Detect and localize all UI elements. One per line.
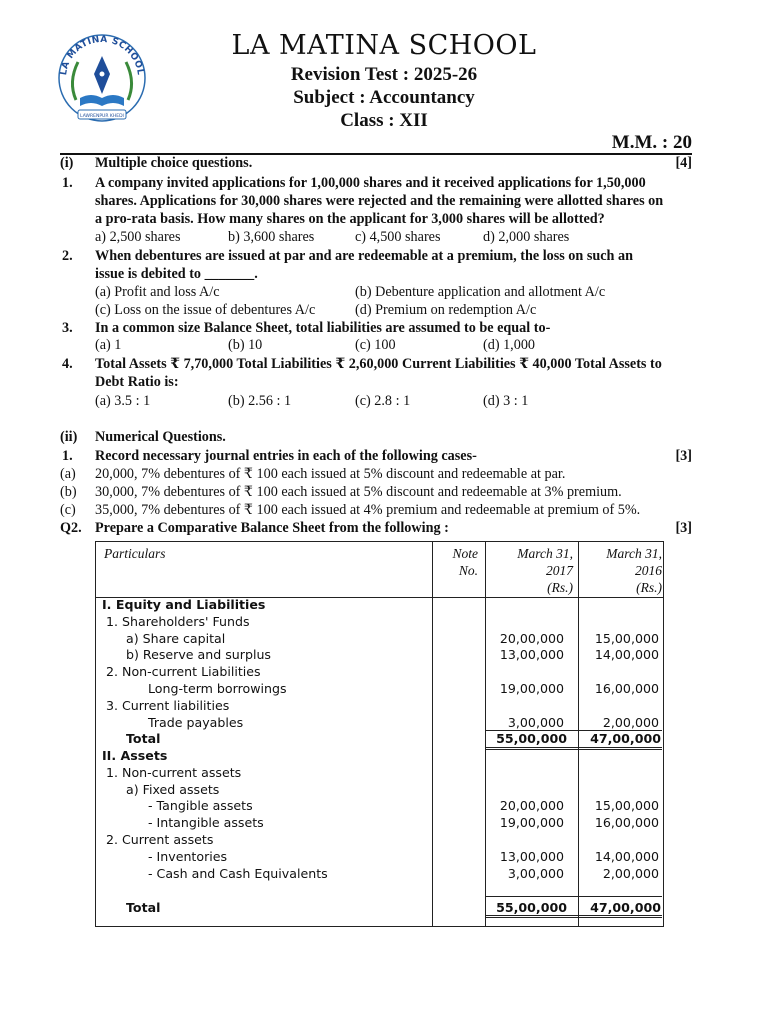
q4-option-b: (b) 2.56 : 1 — [228, 393, 292, 409]
row-current-assets: 2. Current assets — [106, 832, 214, 847]
test-title: Revision Test : 2025-26 — [290, 64, 478, 85]
numq2-marks: [3] — [675, 520, 692, 536]
q2-option-b: (b) Debenture application and allotment A/c — [355, 284, 606, 300]
share-capital-2016: 15,00,000 — [594, 631, 659, 646]
q3-option-d: (d) 1,000 — [483, 337, 536, 353]
q4-option-d: (d) 3 : 1 — [483, 393, 529, 409]
cash-equivalents-2017: 3,00,000 — [507, 866, 564, 881]
trade-payables-2017: 3,00,000 — [507, 715, 564, 730]
row-share-capital: a) Share capital — [126, 631, 226, 646]
section1-title: Multiple choice questions. — [95, 155, 253, 171]
class-title: Class : XII — [340, 110, 428, 131]
subject-title: Subject : Accountancy — [293, 87, 475, 108]
numq1-part-b-label: (b) — [60, 484, 77, 500]
q2-line1: When debentures are issued at par and are redeemable at a premium, the loss on such an — [95, 248, 633, 264]
row-inventories: - Inventories — [148, 849, 228, 864]
intangible-assets-2017: 19,00,000 — [499, 815, 564, 830]
q2-option-a: (a) Profit and loss A/c — [95, 284, 220, 300]
trade-payables-2016: 2,00,000 — [602, 715, 659, 730]
numq2-number: Q2. — [60, 520, 82, 536]
header-2016-line3: (Rs.) — [636, 580, 662, 595]
section2-title: Numerical Questions. — [95, 429, 226, 445]
row-total-assets: Total — [126, 900, 161, 915]
cash-equivalents-2016: 2,00,000 — [602, 866, 659, 881]
numq2-text: Prepare a Comparative Balance Sheet from the following : — [95, 520, 449, 536]
svg-text:LAWRENPUR KHEDI: LAWRENPUR KHEDI — [80, 114, 124, 119]
q1-number: 1. — [62, 175, 73, 191]
row-current-liabilities: 3. Current liabilities — [106, 698, 230, 713]
q1-line3: a pro-rata basis. How many shares on the applicant for 3,000 shares will be allotted? — [95, 211, 605, 227]
q2-number: 2. — [62, 248, 73, 264]
q3-option-a: (a) 1 — [95, 337, 122, 353]
section1-number: (i) — [60, 155, 74, 171]
total-assets-2016: 47,00,000 — [590, 900, 661, 915]
row-cash-equivalents: - Cash and Cash Equivalents — [148, 866, 328, 881]
total-liabilities-2017: 55,00,000 — [496, 731, 567, 746]
numq1-text: Record necessary journal entries in each of the following cases- — [95, 448, 477, 464]
row-tangible-assets: - Tangible assets — [148, 798, 253, 813]
header-particulars: Particulars — [104, 546, 166, 561]
q1-line1: A company invited applications for 1,00,000 shares and it received applications for 1,50,000 — [95, 175, 646, 191]
q1-option-d: d) 2,000 shares — [483, 229, 570, 245]
row-longterm-borrowings: Long-term borrowings — [148, 681, 287, 696]
section1-marks: [4] — [675, 155, 692, 171]
max-marks: M.M. : 20 — [611, 132, 692, 153]
header-2017-line3: (Rs.) — [547, 580, 573, 595]
row-total-liabilities: Total — [126, 731, 161, 746]
row-noncurrent-assets: 1. Non-current assets — [106, 765, 242, 780]
q4-option-c: (c) 2.8 : 1 — [355, 393, 411, 409]
reserve-2016: 14,00,000 — [594, 647, 659, 662]
share-capital-2017: 20,00,000 — [499, 631, 564, 646]
header-note-2: No. — [458, 563, 478, 578]
numq1-marks: [3] — [675, 448, 692, 464]
q1-line2: shares. Applications for 30,000 shares were rejected and the remaining were allotted shares on — [95, 193, 664, 209]
q2-line2: issue is debited to _______. — [95, 266, 258, 282]
svg-text:LA MATINA SCHOOL: LA MATINA SCHOOL — [59, 34, 145, 77]
q4-line2: Debt Ratio is: — [95, 374, 179, 390]
tangible-assets-2017: 20,00,000 — [499, 798, 564, 813]
row-noncurrent-liabilities: 2. Non-current Liabilities — [106, 664, 261, 679]
row-fixed-assets: a) Fixed assets — [126, 782, 220, 797]
reserve-2017: 13,00,000 — [499, 647, 564, 662]
total-liabilities-2016: 47,00,000 — [590, 731, 661, 746]
balance-sheet-table — [95, 541, 664, 927]
q4-option-a: (a) 3.5 : 1 — [95, 393, 151, 409]
numq1-number: 1. — [62, 448, 73, 464]
numq1-part-c-text: 35,000, 7% debentures of ₹ 100 each issued at 4% premium and redeemable at premium of 5%. — [95, 502, 641, 518]
intangible-assets-2016: 16,00,000 — [594, 815, 659, 830]
inventories-2016: 14,00,000 — [594, 849, 659, 864]
row-reserve-surplus: b) Reserve and surplus — [126, 647, 271, 662]
header-2016-line1: March 31, — [606, 546, 662, 561]
row-equity-liabilities: I. Equity and Liabilities — [102, 597, 266, 612]
q1-option-a: a) 2,500 shares — [95, 229, 181, 245]
column-divider — [432, 542, 433, 926]
q3-option-b: (b) 10 — [228, 337, 263, 353]
longterm-borrowings-2016: 16,00,000 — [594, 681, 659, 696]
longterm-borrowings-2017: 19,00,000 — [499, 681, 564, 696]
row-assets: II. Assets — [102, 748, 168, 763]
total-assets-2017: 55,00,000 — [496, 900, 567, 915]
q3-number: 3. — [62, 320, 73, 336]
section2-number: (ii) — [60, 429, 78, 445]
q1-option-b: b) 3,600 shares — [228, 229, 315, 245]
numq1-part-a-label: (a) — [60, 466, 76, 482]
q1-option-c: c) 4,500 shares — [355, 229, 441, 245]
q4-line1: Total Assets ₹ 7,70,000 Total Liabilities ₹ 2,60,000 Current Liabilities ₹ 40,000 Total Assets to — [95, 356, 662, 372]
header-2016-line2: 2016 — [635, 563, 662, 578]
tangible-assets-2016: 15,00,000 — [594, 798, 659, 813]
row-intangible-assets: - Intangible assets — [148, 815, 264, 830]
row-trade-payables: Trade payables — [148, 715, 244, 730]
q2-option-d: (d) Premium on redemption A/c — [355, 302, 537, 318]
q4-number: 4. — [62, 356, 73, 372]
q3-option-c: (c) 100 — [355, 337, 396, 353]
header-2017-line2: 2017 — [546, 563, 573, 578]
header-note-1: Note — [452, 546, 478, 561]
school-name: LA MATINA SCHOOL — [231, 30, 537, 61]
numq1-part-b-text: 30,000, 7% debentures of ₹ 100 each issued at 5% discount and redeemable at 3% premium. — [95, 484, 622, 500]
header-2017-line1: March 31, — [517, 546, 573, 561]
inventories-2017: 13,00,000 — [499, 849, 564, 864]
q3-line1: In a common size Balance Sheet, total liabilities are assumed to be equal to- — [95, 320, 551, 336]
q2-option-c: (c) Loss on the issue of debentures A/c — [95, 302, 316, 318]
numq1-part-c-label: (c) — [60, 502, 76, 518]
numq1-part-a-text: 20,000, 7% debentures of ₹ 100 each issued at 5% discount and redeemable at par. — [95, 466, 566, 482]
row-shareholders-funds: 1. Shareholders' Funds — [106, 614, 250, 629]
